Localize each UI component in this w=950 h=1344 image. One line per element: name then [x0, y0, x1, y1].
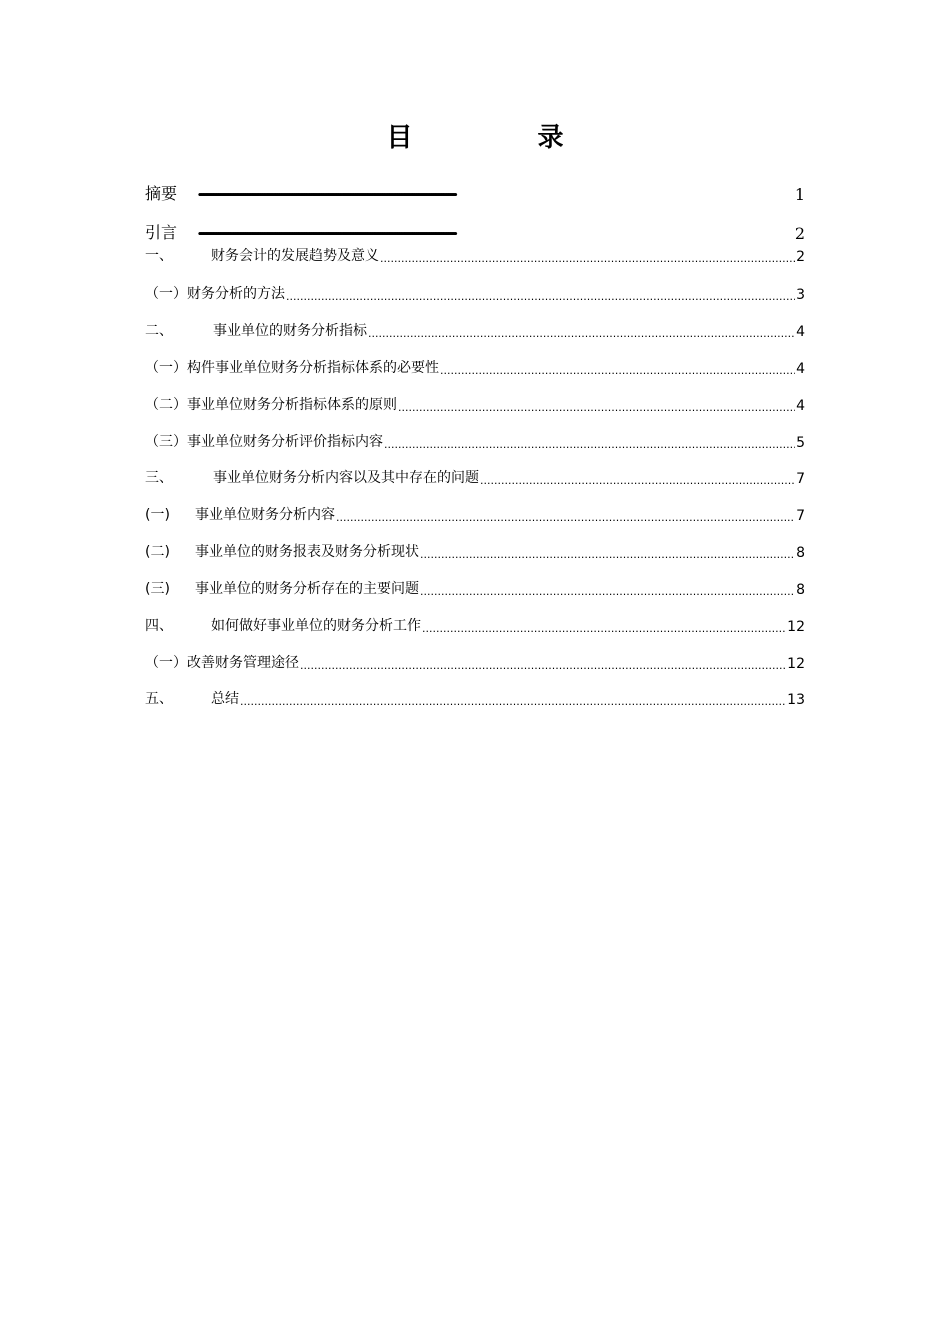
toc-entry-title: （二）事业单位财务分析指标体系的原则 — [145, 397, 397, 413]
toc-entry[interactable] — [145, 219, 805, 243]
toc-entry[interactable] — [145, 652, 805, 672]
toc-entry[interactable] — [145, 394, 805, 414]
toc-entry-page-number: 4 — [796, 398, 805, 414]
toc-entry-number: (一) — [145, 507, 170, 523]
toc-entry[interactable] — [145, 578, 805, 598]
toc-entry[interactable] — [145, 283, 805, 303]
toc-entry-page-number: 13 — [787, 692, 805, 708]
toc-entry[interactable] — [145, 245, 805, 265]
toc-entry[interactable] — [145, 357, 805, 377]
toc-entry-page-number: 1 — [794, 185, 805, 204]
toc-dot-leader — [197, 227, 755, 243]
toc-dot-leader — [422, 621, 786, 635]
toc-entry-number: (三) — [145, 581, 170, 597]
toc-dot-leader — [286, 289, 795, 303]
toc-entry-number: 三、 — [145, 470, 173, 486]
toc-entry-title: （三）事业单位财务分析评价指标内容 — [145, 434, 383, 450]
toc-dot-leader — [336, 510, 795, 524]
toc-entry[interactable] — [145, 320, 805, 340]
toc-entry-number: (二) — [145, 544, 170, 560]
page-title: 目 录 — [386, 123, 622, 153]
toc-entry-page-number: 2 — [796, 249, 805, 265]
toc-entry[interactable] — [145, 180, 805, 204]
toc-dot-leader — [440, 363, 795, 377]
toc-dot-leader — [480, 473, 795, 487]
toc-dot-leader — [420, 584, 795, 598]
toc-entry-title: 事业单位财务分析内容以及其中存在的问题 — [213, 470, 479, 486]
toc-entry-page-number: 5 — [796, 435, 805, 451]
toc-entry-title: （一）改善财务管理途径 — [145, 655, 299, 671]
toc-dot-leader — [380, 251, 795, 265]
toc-entry[interactable] — [145, 541, 805, 561]
toc-entry-title: 事业单位的财务报表及财务分析现状 — [195, 544, 419, 560]
toc-entry-page-number: 8 — [796, 545, 805, 561]
toc-entry-number: 二、 — [145, 323, 173, 339]
toc-entry-page-number: 12 — [787, 656, 805, 672]
toc-dot-leader — [368, 326, 795, 340]
toc-entry-title: （一）构件事业单位财务分析指标体系的必要性 — [145, 360, 439, 376]
toc-entry-title: 事业单位财务分析内容 — [195, 507, 335, 523]
toc-dot-leader — [197, 188, 755, 204]
toc-entry[interactable] — [145, 504, 805, 524]
toc-entry-page-number: 4 — [796, 361, 805, 377]
toc-entry-title: 事业单位的财务分析指标 — [213, 323, 367, 339]
toc-entry-title: 总结 — [211, 691, 239, 707]
toc-dot-leader — [300, 658, 786, 672]
toc-dot-leader — [240, 694, 786, 708]
toc-entry[interactable] — [145, 431, 805, 451]
toc-entry-title: 财务会计的发展趋势及意义 — [211, 248, 379, 264]
toc-entry-number: 四、 — [145, 618, 173, 634]
toc-dot-leader — [420, 547, 795, 561]
toc-entry-title: （一）财务分析的方法 — [145, 286, 285, 302]
toc-entry-title: 事业单位的财务分析存在的主要问题 — [195, 581, 419, 597]
toc-entry[interactable] — [145, 615, 805, 635]
toc-entry-page-number: 7 — [796, 471, 805, 487]
toc-entry-title: 引言 — [145, 223, 178, 242]
toc-entry[interactable] — [145, 467, 805, 487]
toc-entry-number: 一、 — [145, 248, 173, 264]
toc-entry[interactable] — [145, 688, 805, 708]
toc-entry-page-number: 4 — [796, 324, 805, 340]
toc-dot-leader — [384, 437, 795, 451]
toc-entry-page-number: 3 — [796, 287, 805, 303]
toc-dot-leader — [398, 400, 795, 414]
toc-entry-number: 五、 — [145, 691, 173, 707]
toc-entry-page-number: 7 — [796, 508, 805, 524]
toc-entry-title: 摘要 — [145, 184, 178, 203]
toc-entry-title: 如何做好事业单位的财务分析工作 — [211, 618, 421, 634]
toc-entry-page-number: 2 — [794, 224, 805, 243]
toc-entry-page-number: 12 — [787, 619, 805, 635]
toc-entry-page-number: 8 — [796, 582, 805, 598]
